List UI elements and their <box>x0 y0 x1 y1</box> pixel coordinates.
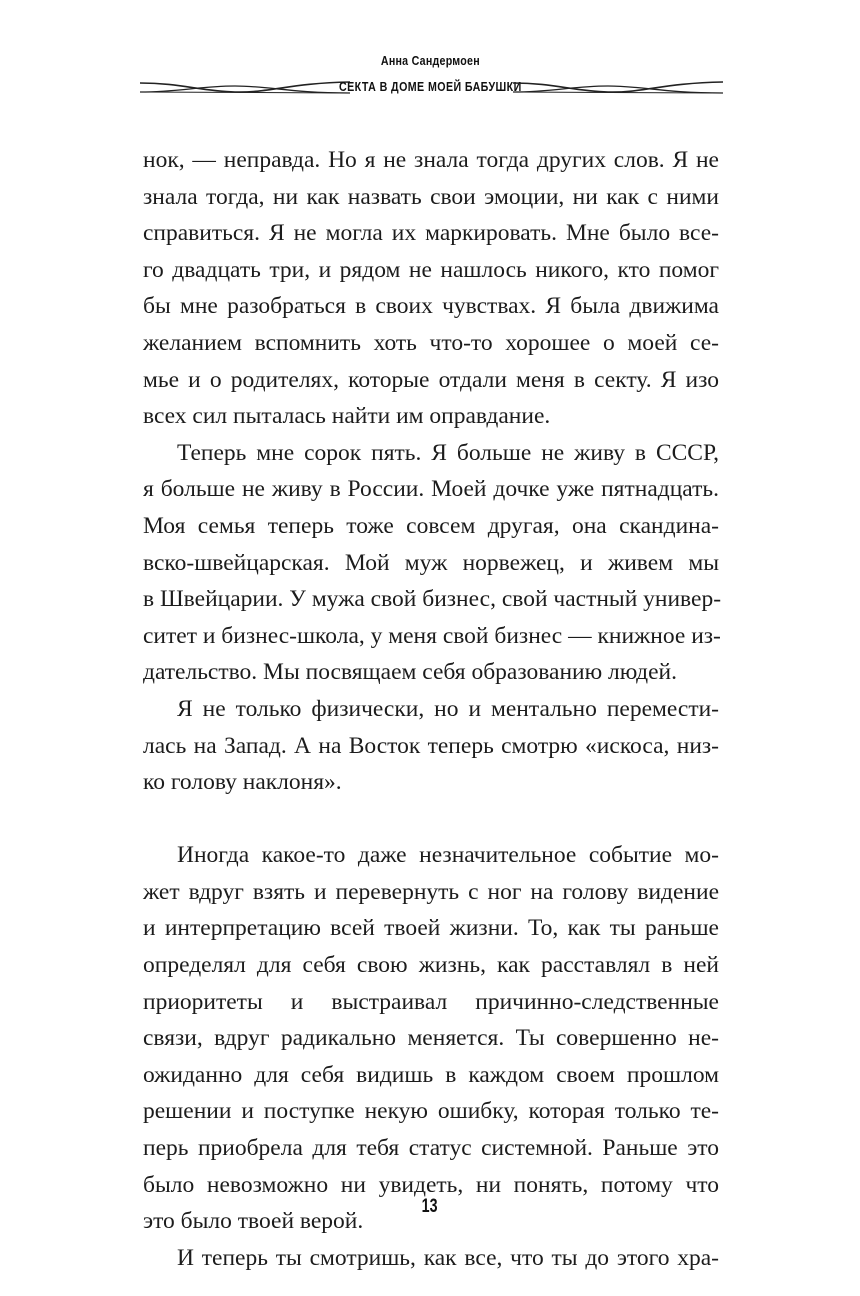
paragraph <box>143 837 719 1240</box>
text-line: было невозможно ни увидеть, ни понять, потому что <box>143 1171 719 1198</box>
text-line: лась на Запад. А на Восток теперь смотрю «искоса, низ- <box>143 732 719 759</box>
text-line: Иногда какое-то даже незначительное событие мо- <box>177 842 719 869</box>
text-line: ко голову наклоня». <box>143 769 342 796</box>
text-line: го двадцать три, и рядом не нашлось никого, кто помог <box>143 256 719 283</box>
text-line: приоритеты и выстраивал причинно-следственные <box>143 988 719 1015</box>
text-line: знала тогда, ни как назвать свои эмоции, ни как с ними <box>143 183 719 210</box>
paragraph <box>143 142 719 435</box>
paragraph <box>143 1240 719 1277</box>
book-title <box>0 77 860 97</box>
text-line: я больше не живу в России. Моей дочке уже пятнадцать. <box>143 476 719 503</box>
text-line: перь приобрела для тебя статус системной. Раньше это <box>143 1135 719 1162</box>
text-line: в Швейцарии. У мужа свой бизнес, свой частный универ- <box>143 586 722 613</box>
page-body <box>143 142 722 1276</box>
paragraph <box>143 435 722 691</box>
text-line: решении и поступке некую ошибку, которая только те- <box>143 1098 719 1125</box>
ornament-right-icon <box>513 77 723 97</box>
text-line: Я не только физически, но и ментально перемести- <box>177 695 719 722</box>
text-line: желанием вспомнить хоть что-то хорошее о моей се- <box>143 329 719 356</box>
text-line: вско-швейцарская. Мой муж норвежец, и живем мы <box>143 549 719 576</box>
text-line: определял для себя свою жизнь, как расставлял в ней <box>143 952 719 979</box>
title-row <box>0 77 860 97</box>
text-line: ситет и бизнес-школа, у меня свой бизнес — книжное из- <box>143 622 721 649</box>
page-number-text: 13 <box>422 1196 438 1217</box>
text-line: мье и о родителях, которые отдали меня в секту. Я изо <box>143 366 719 393</box>
author-name: Анна Сандермоен <box>380 53 480 68</box>
section-break <box>143 801 719 838</box>
book-title-text: СЕКТА В ДОМЕ МОЕЙ БАБУШКИ <box>338 79 522 94</box>
text-line: И теперь ты смотришь, как все, что ты до этого хра- <box>177 1244 719 1271</box>
text-line: справиться. Я не могла их маркировать. Мне было все- <box>143 220 719 247</box>
page-number <box>0 1196 860 1218</box>
text-line: нок, — неправда. Но я не знала тогда других слов. Я не <box>143 147 719 173</box>
running-head <box>0 52 860 94</box>
text-line: жет вдруг взять и перевернуть с ног на голову видение <box>143 878 719 905</box>
text-line: дательство. Мы посвящаем себя образованию людей. <box>143 659 677 686</box>
text-line: ожиданно для себя видишь в каждом своем прошлом <box>143 1061 719 1088</box>
text-line: и интерпретацию всей твоей жизни. То, как ты раньше <box>143 915 719 942</box>
text-line: это было твоей верой. <box>143 1208 364 1235</box>
text-line: Моя семья теперь тоже совсем другая, она скандина- <box>143 512 719 539</box>
text-line: всех сил пыталась найти им оправдание. <box>143 403 551 430</box>
text-line: связи, вдруг радикально меняется. Ты совершенно не- <box>143 1025 719 1052</box>
text-line: бы мне разобраться в своих чувствах. Я была движима <box>143 293 719 320</box>
text-line: Теперь мне сорок пять. Я больше не живу в СССР, <box>177 439 719 466</box>
paragraph <box>143 691 719 801</box>
